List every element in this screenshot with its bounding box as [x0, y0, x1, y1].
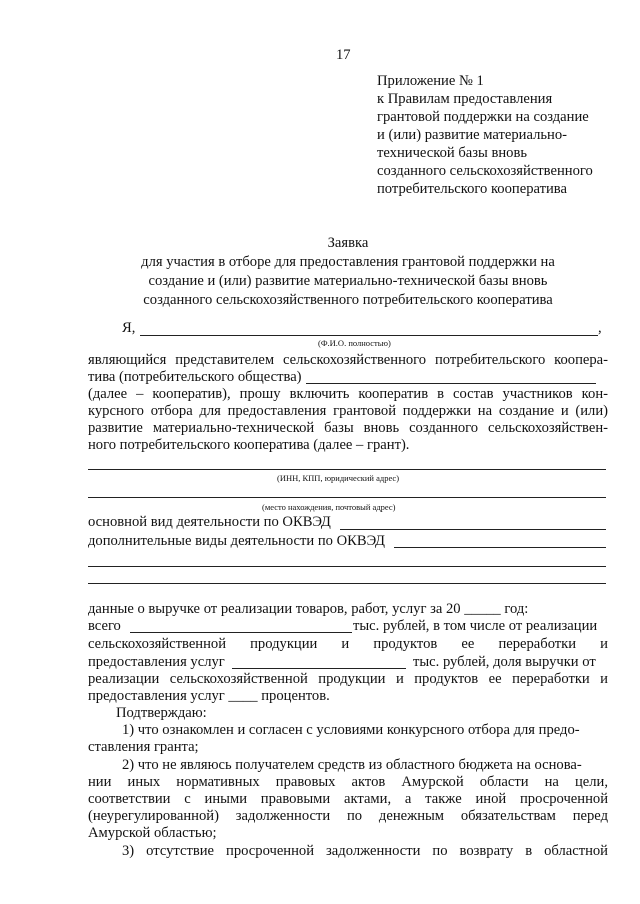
- cooperative-name-line[interactable]: [306, 383, 596, 384]
- revenue-services-label: предоставления услуг: [88, 654, 225, 670]
- confirm-item-3: 3) отсутствие просроченной задолженности по возврату в областной: [122, 843, 608, 859]
- confirm-item-2-cont: (неурегулированной) задолженности по денежным обязательствам перед: [88, 808, 608, 824]
- applicant-label: Я,: [122, 320, 136, 336]
- revenue-line: предоставления услуг ____ процентов.: [88, 688, 330, 704]
- okved-main-label: основной вид деятельности по ОКВЭД: [88, 514, 331, 530]
- rep-line: являющийся представителем сельскохозяйственного потребительского коопера-: [88, 352, 608, 368]
- rep-line: (далее – кооператив), прошу включить кооператив в состав участников кон-: [88, 386, 608, 402]
- revenue-total-unit: тыс. рублей, в том числе от реализации: [353, 618, 598, 634]
- revenue-total-line[interactable]: [130, 632, 352, 633]
- title-line: созданного сельскохозяйственного потребительского кооператива: [143, 292, 553, 308]
- appendix-block: [377, 73, 593, 199]
- rep-line: ного потребительского кооператива (далее – грант).: [88, 437, 410, 453]
- confirm-item-2: 2) что не являюсь получателем средств из областного бюджета на основа-: [122, 757, 582, 773]
- title-line: для участия в отборе для предоставления грантовой поддержки на: [141, 254, 555, 270]
- inn-caption: (ИНН, КПП, юридический адрес): [277, 473, 400, 483]
- appendix-line: технической базы вновь: [377, 145, 528, 161]
- okved-main-line[interactable]: [340, 529, 606, 530]
- address-caption: (место нахождения, почтовый адрес): [262, 502, 396, 512]
- appendix-line: и (или) развитие материально-: [377, 127, 567, 143]
- rep-line: тива (потребительского общества): [88, 369, 302, 385]
- appendix-line: потребительского кооператива: [377, 181, 567, 197]
- revenue-line: реализации сельскохозяйственной продукции и продуктов ее переработки и: [88, 671, 608, 687]
- appendix-line: Приложение № 1: [377, 73, 484, 89]
- revenue-services-unit: тыс. рублей, доля выручки от: [413, 654, 596, 670]
- inn-field-line[interactable]: [88, 469, 606, 470]
- fio-caption: (Ф.И.О. полностью): [318, 338, 391, 348]
- revenue-services-line[interactable]: [232, 668, 406, 669]
- okved-extra-label: дополнительные виды деятельности по ОКВЭД: [88, 533, 385, 549]
- confirm-item-2-cont: нии иных нормативных правовых актов Амурской области на цели,: [88, 774, 608, 790]
- confirm-item-2-cont: Амурской областью;: [88, 825, 217, 841]
- appendix-line: грантовой поддержки на создание: [377, 109, 589, 125]
- title-line: создание и (или) развитие материально-технической базы вновь: [148, 273, 548, 289]
- title-heading: Заявка: [327, 235, 369, 251]
- revenue-total-label: всего: [88, 618, 121, 634]
- appendix-line: созданного сельскохозяйственного: [377, 163, 593, 179]
- appendix-line: к Правилам предоставления: [377, 91, 553, 107]
- confirm-item-1: 1) что ознакомлен и согласен с условиями конкурсного отбора для предо-: [122, 722, 580, 738]
- rep-line: развитие материально-технической базы вновь созданного сельскохозяйствен-: [88, 420, 608, 436]
- rep-line: курсного отбора для предоставления грантовой поддержки на создание и (или): [88, 403, 608, 419]
- okved-extra-line-3[interactable]: [88, 583, 606, 584]
- okved-extra-line[interactable]: [394, 547, 606, 548]
- revenue-line: данные о выручке от реализации товаров, работ, услуг за 20 _____ год:: [88, 601, 529, 617]
- okved-extra-line-2[interactable]: [88, 566, 606, 567]
- confirm-heading: Подтверждаю:: [116, 705, 207, 721]
- confirm-item-1-cont: ставления гранта;: [88, 739, 199, 755]
- document-title: [88, 235, 608, 311]
- address-field-line[interactable]: [88, 497, 606, 498]
- revenue-line: сельскохозяйственной продукции и продуктов ее переработки и: [88, 636, 608, 652]
- page-number: 17: [336, 47, 351, 63]
- applicant-line-end: ,: [598, 320, 602, 336]
- confirm-item-2-cont: соответствии с иными правовыми актами, а также иной просроченной: [88, 791, 608, 807]
- fio-field-line[interactable]: [140, 335, 598, 336]
